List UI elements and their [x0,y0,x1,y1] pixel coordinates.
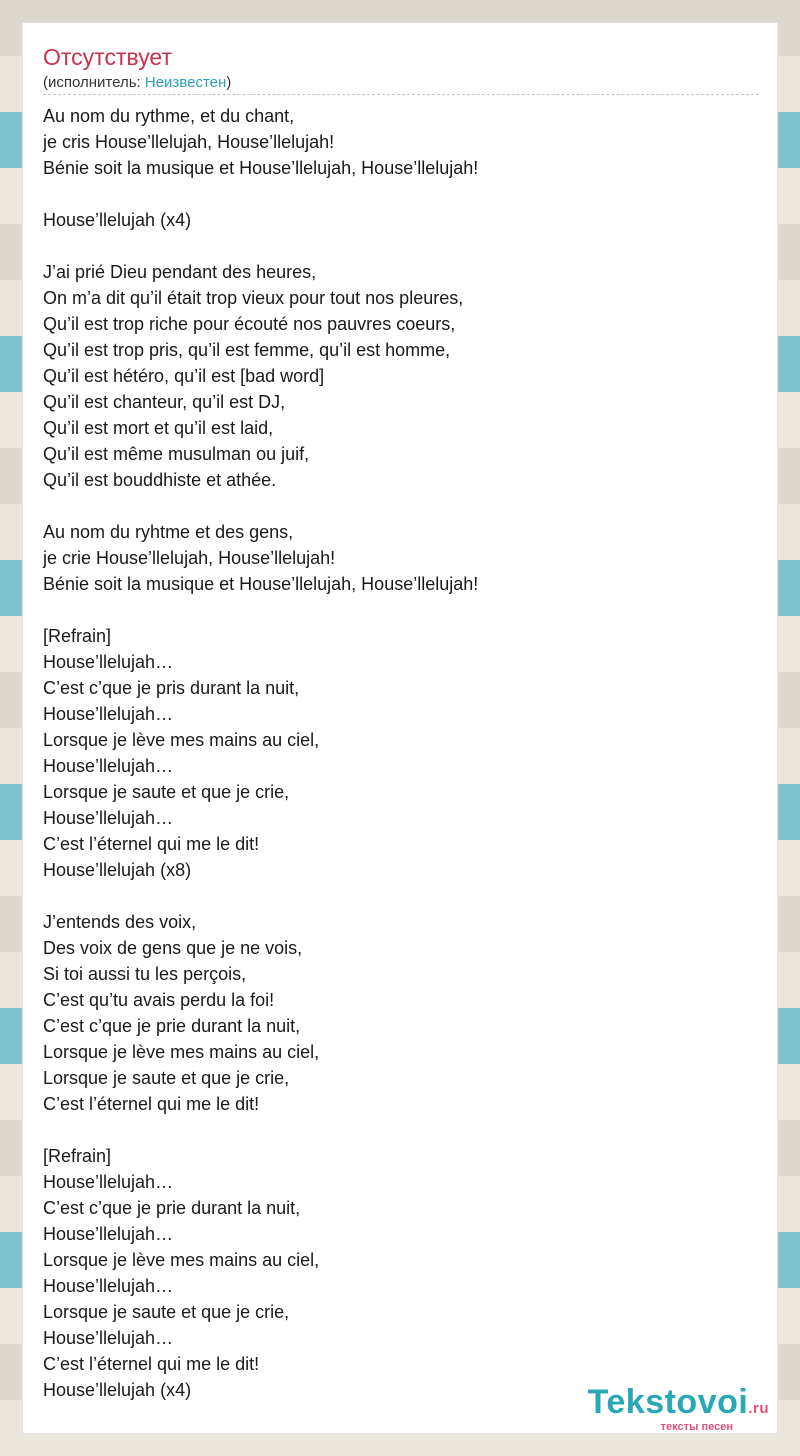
lyric-line: Lorsque je lève mes mains au ciel, [43,1042,320,1062]
lyric-line: House’llelujah… [43,652,174,672]
lyric-line: House’llelujah… [43,1328,174,1348]
lyric-line: [Refrain] [43,1146,112,1166]
lyric-line: C’est c’que je prie durant la nuit, [43,1016,301,1036]
lyric-line: House’llelujah… [43,808,174,828]
lyric-line: House’llelujah… [43,704,174,724]
lyric-line: C’est c’que je prie durant la nuit, [43,1198,301,1218]
lyric-line: House’llelujah… [43,1276,174,1296]
lyric-line: Qu’il est chanteur, qu’il est DJ, [43,392,286,412]
logo-tld: .ru [748,1400,769,1417]
lyric-line: Qu’il est mort et qu’il est laid, [43,418,274,438]
lyric-line: Qu’il est même musulman ou juif, [43,444,310,464]
lyric-line [43,181,759,207]
lyric-line: House’llelujah (x4) [43,1380,192,1400]
lyric-line: On m’a dit qu’il était trop vieux pour tout nos pleures, [43,288,464,308]
lyric-line: Au nom du ryhtme et des gens, [43,522,294,542]
lyric-line: Lorsque je saute et que je crie, [43,1302,290,1322]
lyric-line: C’est l’éternel qui me le dit! [43,1094,260,1114]
lyric-line: Bénie soit la musique et House’llelujah, House’llelujah! [43,158,479,178]
lyric-line: Bénie soit la musique et House’llelujah, House’llelujah! [43,574,479,594]
lyric-line: J’ai prié Dieu pendant des heures, [43,262,317,282]
logo-name: Tekstovoi [587,1383,749,1421]
lyric-line [43,597,759,623]
lyric-line: [Refrain] [43,626,112,646]
lyric-line: Lorsque je lève mes mains au ciel, [43,1250,320,1270]
logo-tagline: тексты песен [660,1421,733,1433]
lyric-line [43,233,759,259]
lyric-line: J’entends des voix, [43,912,197,932]
lyric-line: C’est qu’tu avais perdu la foi! [43,990,275,1010]
lyric-line [43,883,759,909]
lyric-line: Lorsque je saute et que je crie, [43,782,290,802]
lyric-line: Au nom du rythme, et du chant, [43,106,295,126]
lyric-line: House’llelujah… [43,1172,174,1192]
artist-prefix: (исполнитель: [43,74,145,91]
lyric-line: House’llelujah… [43,756,174,776]
lyric-line: Qu’il est hétéro, qu’il est [bad word] [43,366,325,386]
lyric-line: House’llelujah… [43,1224,174,1244]
lyric-line: Qu’il est trop riche pour écouté nos pauvres coeurs, [43,314,456,334]
lyric-line [43,1117,759,1143]
artist-suffix: ) [226,74,232,91]
lyric-line: Lorsque je lève mes mains au ciel, [43,730,320,750]
lyric-line [43,493,759,519]
lyric-line: je cris House’llelujah, House’llelujah! [43,132,335,152]
lyric-line: House’llelujah (x4) [43,210,192,230]
lyrics-text [43,103,759,1403]
song-title: Отсутствует [43,44,172,70]
lyric-line: Lorsque je saute et que je crie, [43,1068,290,1088]
lyric-line: House’llelujah (x8) [43,860,192,880]
site-logo[interactable] [588,1384,769,1433]
lyric-line: je crie House’llelujah, House’llelujah! [43,548,336,568]
lyrics-card [22,22,778,1434]
lyric-line: C’est l’éternel qui me le dit! [43,834,260,854]
lyric-line: Qu’il est bouddhiste et athée. [43,470,277,490]
lyric-line: Qu’il est trop pris, qu’il est femme, qu’il est homme, [43,340,451,360]
lyric-line: C’est l’éternel qui me le dit! [43,1354,260,1374]
lyric-line: C’est c’que je pris durant la nuit, [43,678,300,698]
artist-line [43,73,759,95]
artist-link[interactable]: Неизвестен [144,74,227,91]
lyric-line: Des voix de gens que je ne vois, [43,938,303,958]
lyric-line: Si toi aussi tu les perçois, [43,964,247,984]
